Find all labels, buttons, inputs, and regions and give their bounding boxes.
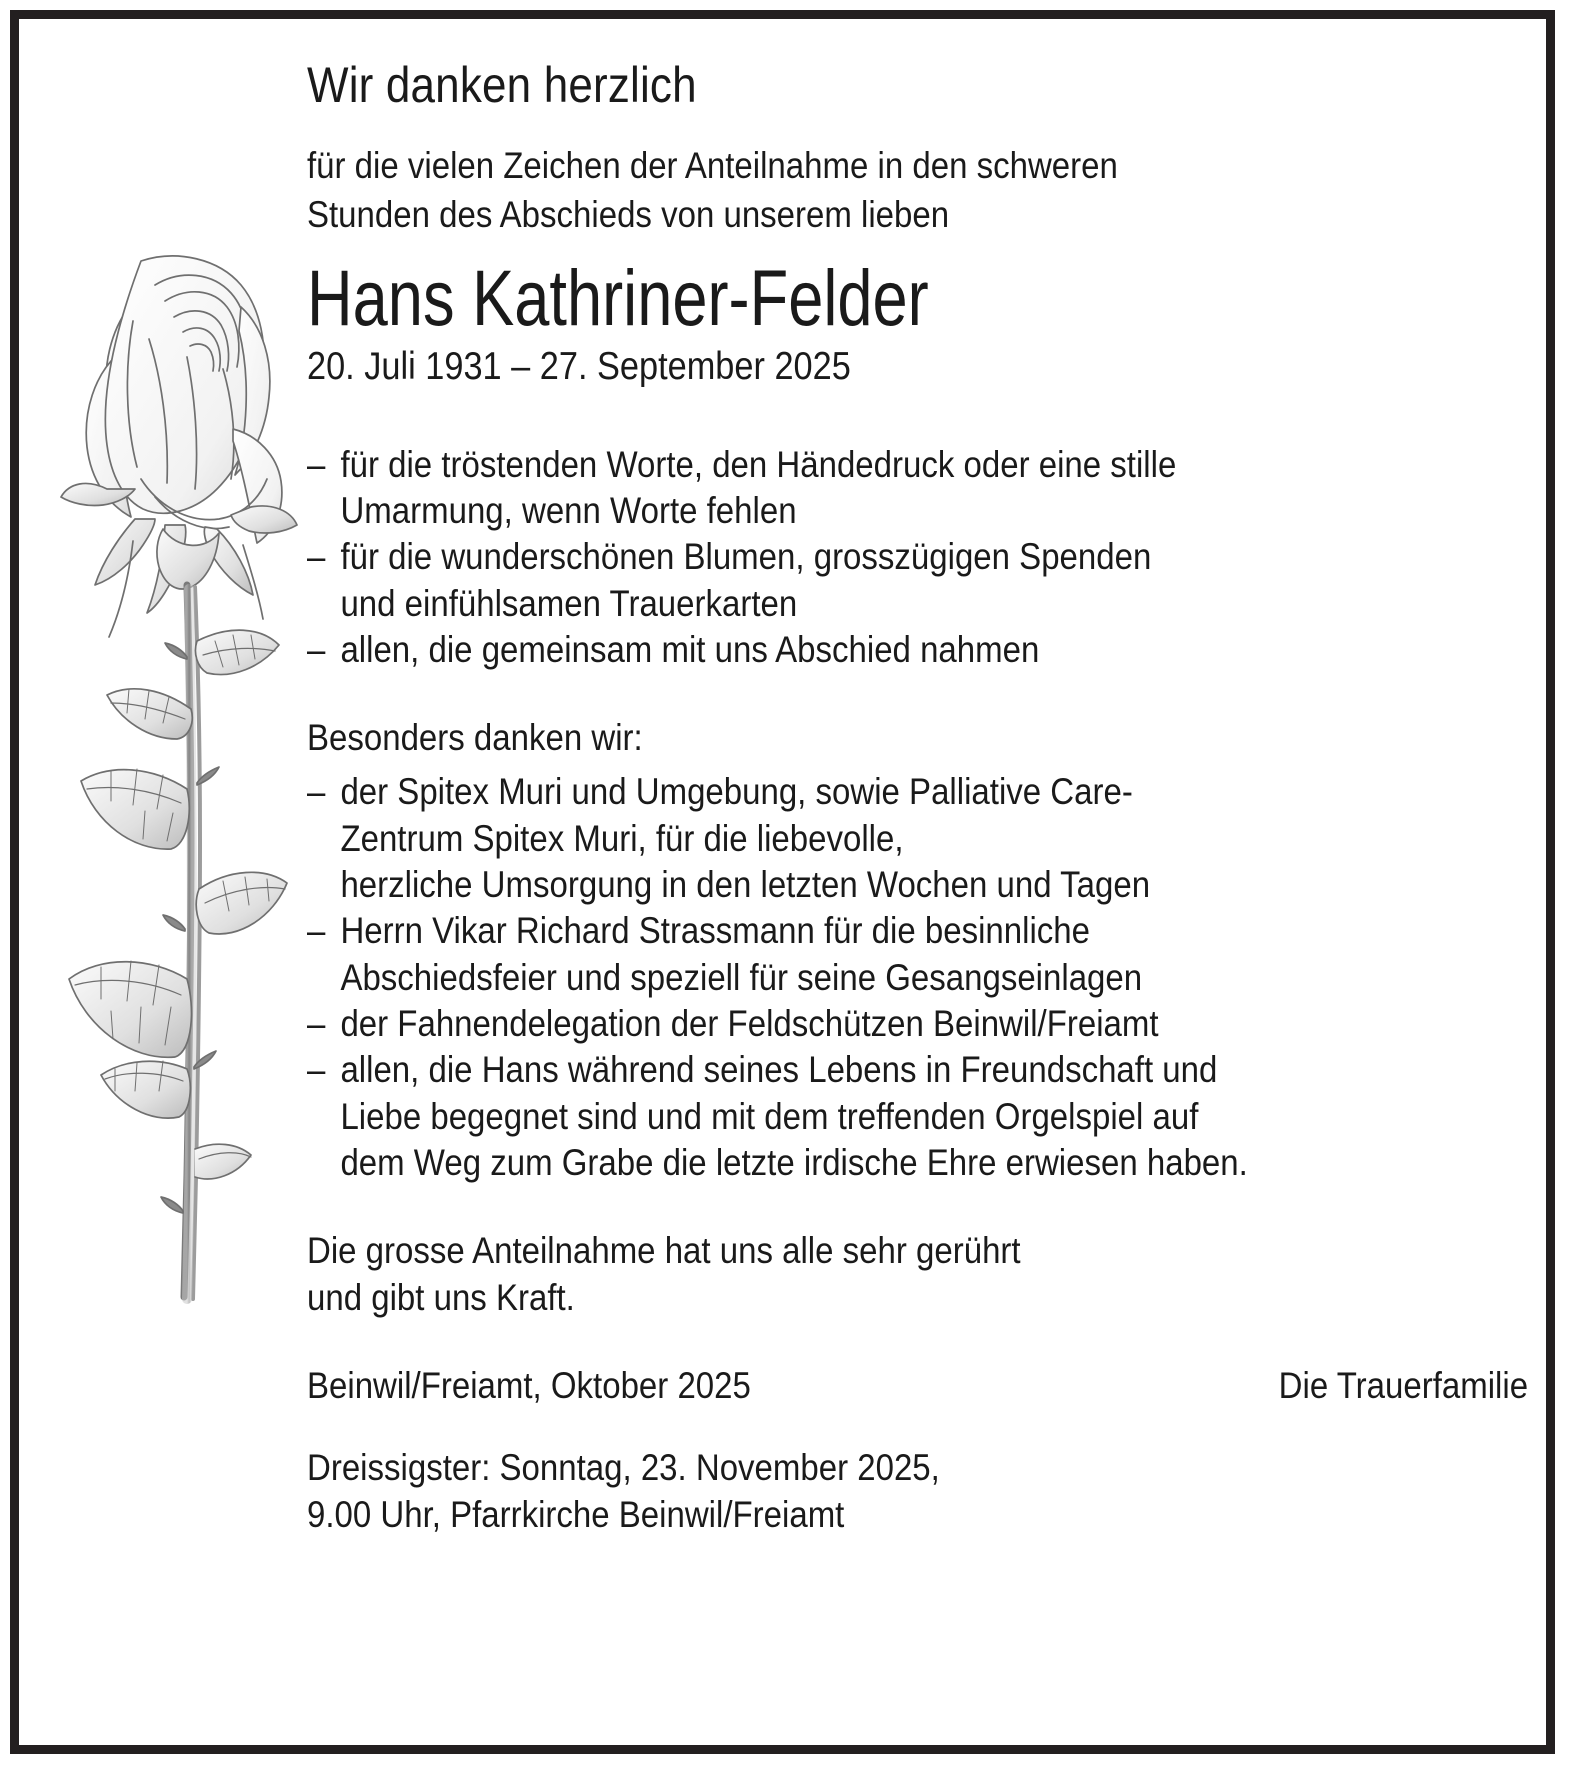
spacer — [307, 391, 1532, 441]
intro-line-2: Stunden des Abschieds von unserem lieben — [307, 192, 950, 235]
list-item — [307, 626, 1532, 672]
list-item-line: herzliche Umsorgung in den letzten Wochen und Tagen — [340, 863, 1151, 906]
dash-bullet: – — [307, 1002, 326, 1044]
signature-block — [307, 1362, 1532, 1408]
memorial-line-2: 9.00 Uhr, Pfarrkirche Beinwil/Freiamt — [307, 1492, 845, 1535]
dash-bullet: – — [307, 442, 326, 485]
dash-bullet: – — [307, 535, 326, 578]
list-item-line: und einfühlsamen Trauerkarten — [340, 581, 798, 624]
list-item-line: Liebe begegnet sind und mit dem treffenden Orgelspiel auf — [340, 1094, 1199, 1137]
spacer — [307, 1408, 1532, 1444]
memorial-line-1: Dreissigster: Sonntag, 23. November 2025, — [307, 1446, 940, 1489]
list-item-line: für die wunderschönen Blumen, grosszügigen Spenden — [340, 535, 1152, 578]
thanks-heading: Wir danken herzlich — [307, 57, 697, 113]
spacer — [307, 1320, 1532, 1362]
dash-bullet: – — [307, 909, 326, 952]
intro-paragraph — [307, 141, 1532, 239]
list-item-line: Herrn Vikar Richard Strassmann für die besinnliche — [340, 909, 1091, 952]
list-item — [307, 1000, 1532, 1046]
obituary-notice-card — [10, 10, 1555, 1754]
memorial-service-block — [307, 1444, 1532, 1537]
list-item-line: dem Weg zum Grabe die letzte irdische Ehre erwiesen haben. — [340, 1140, 1248, 1183]
closing-line-2: und gibt uns Kraft. — [307, 1275, 575, 1318]
list-item-line: allen, die gemeinsam mit uns Abschied nahmen — [340, 627, 1040, 670]
special-thanks-block — [307, 714, 1532, 1185]
thanks-list-block — [307, 441, 1532, 673]
list-item — [307, 907, 1532, 1000]
spacer — [307, 672, 1532, 714]
list-item-line: der Spitex Muri und Umgebung, sowie Palliative Care- — [340, 770, 1133, 813]
rose-sketch-illustration — [37, 189, 302, 1319]
signature-row — [307, 1362, 1532, 1408]
deceased-name: Hans Kathriner-Felder — [307, 252, 929, 342]
list-item-line: Zentrum Spitex Muri, für die liebevolle, — [340, 816, 904, 859]
list-item-line: für die tröstenden Worte, den Händedruck oder eine stille — [340, 442, 1177, 485]
list-item-line: der Fahnendelegation der Feldschützen Beinwil/Freiamt — [340, 1002, 1159, 1044]
spacer — [307, 1185, 1532, 1227]
list-item-line: Abschiedsfeier und speziell für seine Gesangseinlagen — [340, 955, 1143, 998]
thanks-list — [307, 441, 1532, 673]
life-dates: 20. Juli 1931 – 27. September 2025 — [307, 344, 851, 388]
notice-inner — [19, 19, 1546, 1745]
dash-bullet: – — [307, 627, 326, 670]
mourning-family: Die Trauerfamilie — [1278, 1363, 1529, 1406]
closing-line-1: Die grosse Anteilnahme hat uns alle sehr gerührt — [307, 1229, 1021, 1272]
dash-bullet: – — [307, 770, 326, 813]
closing-paragraph — [307, 1227, 1532, 1320]
special-thanks-heading: Besonders danken wir: — [307, 716, 643, 759]
list-item — [307, 1046, 1532, 1185]
list-item — [307, 533, 1532, 626]
place-and-date: Beinwil/Freiamt, Oktober 2025 — [307, 1363, 751, 1406]
notice-text-column — [307, 57, 1532, 1537]
special-thanks-list — [307, 768, 1532, 1185]
list-item — [307, 441, 1532, 534]
intro-line-1: für die vielen Zeichen der Anteilnahme in den schweren — [307, 144, 1118, 186]
list-item-line: Umarmung, wenn Worte fehlen — [340, 488, 797, 531]
list-item — [307, 768, 1532, 907]
list-item-line: allen, die Hans während seines Lebens in Freundschaft und — [340, 1048, 1218, 1091]
dash-bullet: – — [307, 1048, 326, 1091]
